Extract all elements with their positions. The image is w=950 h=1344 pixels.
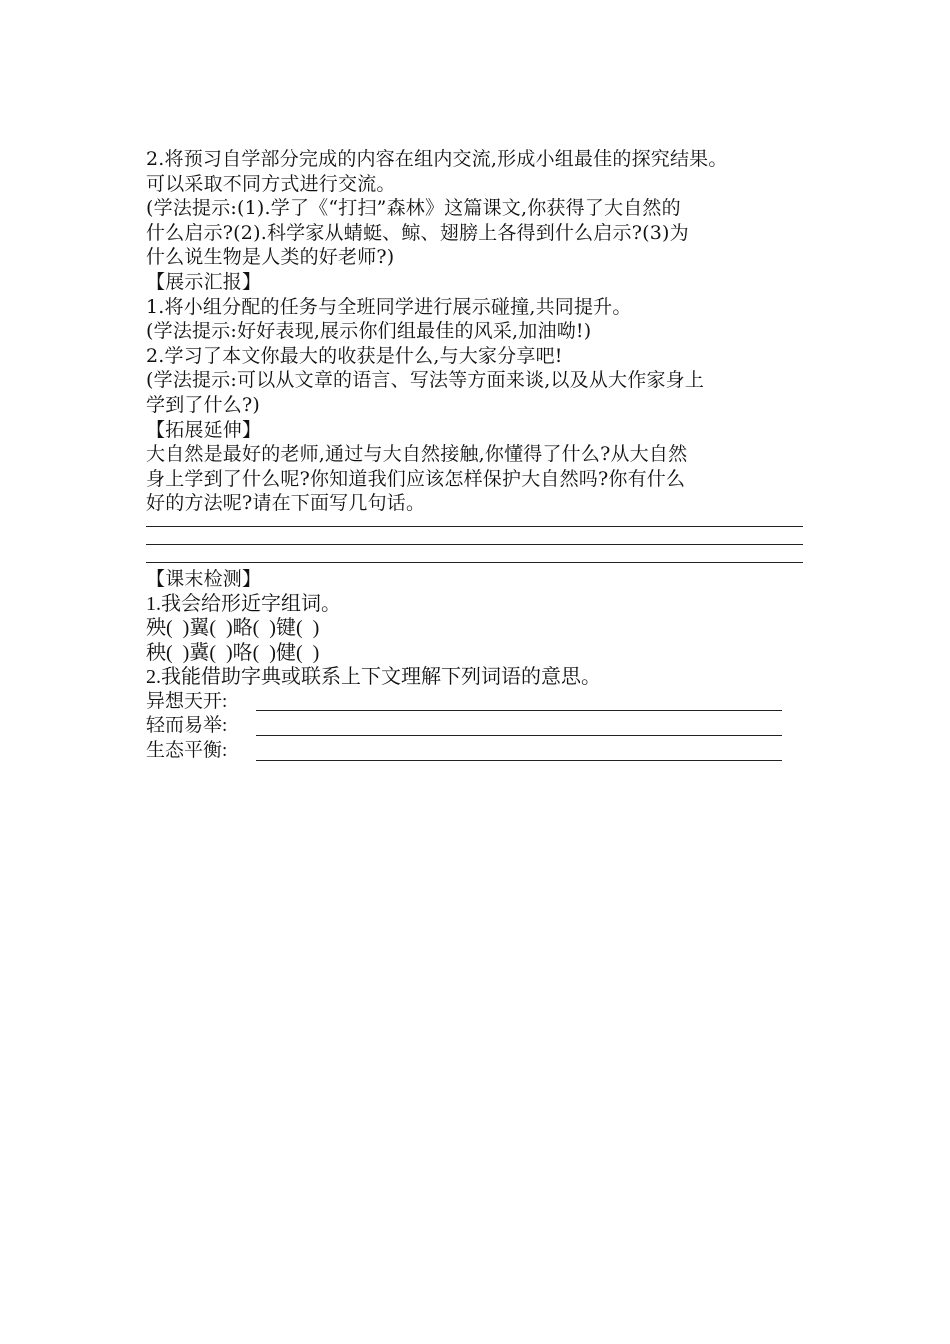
hint-line: (学法提示:可以从文章的语言、写法等方面来谈,以及从大作家身上 — [146, 369, 705, 392]
writing-line[interactable] — [146, 544, 803, 545]
hint-line: 学到了什么?) — [146, 393, 260, 416]
question-2: 2.我能借助字典或联系上下文理解下列词语的意思。 — [146, 666, 601, 689]
section-extension — [146, 418, 806, 563]
worksheet-page — [146, 147, 806, 764]
term-row — [146, 714, 806, 739]
answer-line[interactable] — [256, 735, 782, 736]
writing-line[interactable] — [146, 562, 803, 563]
section-presentation — [146, 270, 806, 418]
section-heading: 【展示汇报】 — [146, 270, 262, 293]
term-row — [146, 739, 806, 764]
answer-line[interactable] — [256, 710, 782, 711]
section-heading: 【拓展延伸】 — [146, 418, 262, 441]
section-check — [146, 567, 806, 764]
prompt-line: 大自然是最好的老师,通过与大自然接触,你懂得了什么?从大自然 — [146, 443, 688, 466]
instruction-line: 可以采取不同方式进行交流。 — [146, 172, 396, 195]
answer-line[interactable] — [256, 760, 782, 761]
question-1: 1.我会给形近字组词。 — [146, 592, 341, 615]
hint-line: 什么说生物是人类的好老师?) — [146, 246, 395, 269]
instruction-line: 1.将小组分配的任务与全班同学进行展示碰撞,共同提升。 — [146, 295, 632, 318]
hint-line: (学法提示:好好表现,展示你们组最佳的风采,加油呦!) — [146, 320, 592, 343]
char-group-row-1: 殃( )翼( )略( )键( ) — [146, 617, 320, 640]
instruction-line: 2.学习了本文你最大的收获是什么,与大家分享吧! — [146, 344, 563, 367]
hint-line: (学法提示:(1).学了《“打扫”森林》这篇课文,你获得了大自然的 — [146, 197, 681, 220]
instruction-line: 2.将预习自学部分完成的内容在组内交流,形成小组最佳的探究结果。 — [146, 148, 728, 170]
writing-line[interactable] — [146, 526, 803, 527]
term-row — [146, 690, 806, 715]
term-label: 轻而易举: — [146, 715, 228, 737]
prompt-line: 身上学到了什么呢?你知道我们应该怎样保护大自然吗?你有什么 — [146, 467, 686, 490]
term-label: 异想天开: — [146, 690, 228, 712]
hint-line: 什么启示?(2).科学家从蜻蜓、鲸、翅膀上各得到什么启示?(3)为 — [146, 221, 689, 244]
section-heading: 【课末检测】 — [146, 567, 262, 590]
section-group-discussion — [146, 147, 806, 270]
term-label: 生态平衡: — [146, 740, 228, 762]
char-group-row-2: 秧( )冀( )咯( )健( ) — [146, 641, 320, 664]
prompt-line: 好的方法呢?请在下面写几句话。 — [146, 492, 426, 515]
